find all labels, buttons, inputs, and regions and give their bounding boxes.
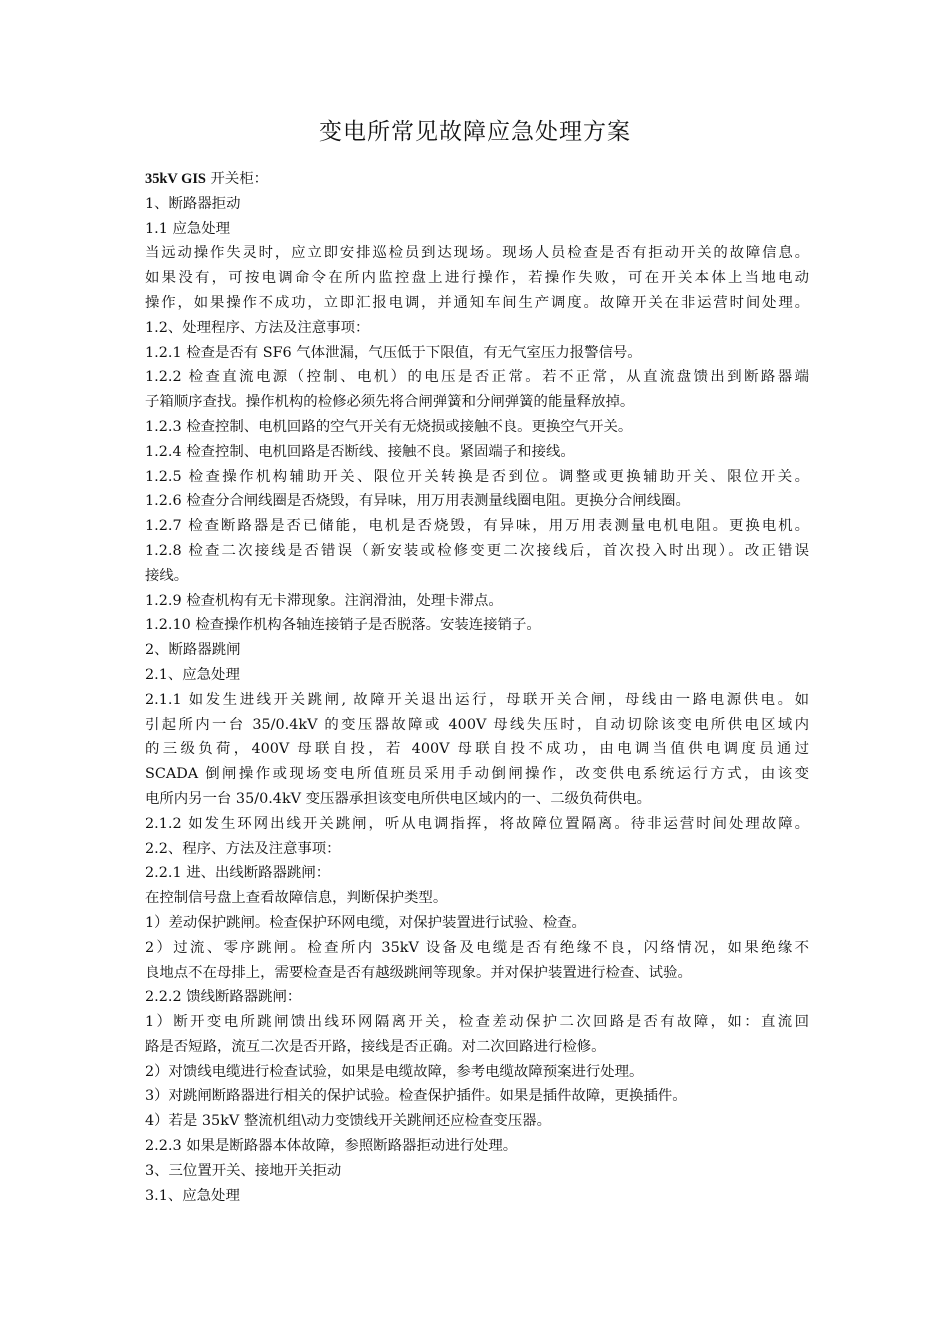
text-lines bbox=[145, 192, 809, 1209]
text-line: 1.2.3 检查控制、电机回路的空气开关有无烧损或接触不良。更换空气开关。 bbox=[145, 418, 633, 435]
text-line: 2.2.1 进、出线断路器跳闸： bbox=[145, 865, 331, 882]
text-line: 1.2、处理程序、方法及注意事项： bbox=[145, 319, 370, 336]
text-line: 2）对馈线电缆进行检查试验，如果是电缆故障，参考电缆故障预案进行处理。 bbox=[145, 1063, 644, 1080]
document-body bbox=[145, 167, 809, 1208]
text-line: 2.2、程序、方法及注意事项： bbox=[145, 840, 341, 857]
text-line: 电所内另一台 35/0.4kV 变压器承担该变电所供电区域内的一、二级负荷供电。 bbox=[145, 790, 652, 807]
text-line: 1.2.7 检查断路器是否已储能，电机是否烧毁，有异味，用万用表测量电机电阻。更换电机。 bbox=[145, 518, 809, 535]
text-line: 1.2.9 检查机构有无卡滞现象。注润滑油，处理卡滞点。 bbox=[145, 592, 503, 609]
text-line: 2.1、应急处理 bbox=[145, 666, 240, 683]
text-line: 接线。 bbox=[145, 567, 189, 584]
text-line: 3.1、应急处理 bbox=[145, 1187, 240, 1204]
text-line: 的三级负荷，400V 母联自投，若 400V 母联自投不成功，由电调当值供电调度员通过 bbox=[145, 741, 809, 758]
text-line: 1、断路器拒动 bbox=[145, 195, 241, 212]
text-line: 1）差动保护跳闸。检查保护环网电缆，对保护装置进行试验、检查。 bbox=[145, 914, 586, 931]
text-line: 2）过流、零序跳闸。检查所内 35kV 设备及电缆是否有绝缘不良，闪络情况，如果绝缘不 bbox=[145, 939, 809, 956]
text-line: 引起所内一台 35/0.4kV 的变压器故障或 400V 母线失压时，自动切除该变电所供电区域内 bbox=[145, 716, 809, 733]
text-line: 3、三位置开关、接地开关拒动 bbox=[145, 1162, 342, 1179]
text-line: 当远动操作失灵时，应立即安排巡检员到达现场。现场人员检查是否有拒动开关的故障信息。 bbox=[145, 245, 809, 262]
text-line: 1.2.2 检查直流电源（控制、电机）的电压是否正常。若不正常，从直流盘馈出到断路器端 bbox=[145, 369, 809, 386]
text-line: 2.2.3 如果是断路器本体故障，参照断路器拒动进行处理。 bbox=[145, 1138, 518, 1155]
text-line: 子箱顺序查找。操作机构的检修必须先将合闸弹簧和分闸弹簧的能量释放掉。 bbox=[145, 394, 635, 411]
text-line: 1.2.5 检查操作机构辅助开关、限位开关转换是否到位。调整或更换辅助开关、限位开关。 bbox=[145, 468, 809, 485]
text-line: 良地点不在母排上，需要检查是否有越级跳闸等现象。并对保护装置进行检查、试验。 bbox=[145, 964, 692, 981]
text-line: 路是否短路，流互二次是否开路，接线是否正确。对二次回路进行检修。 bbox=[145, 1038, 606, 1055]
section-label-rest: 开关柜： bbox=[205, 171, 269, 187]
text-line: 2.1.1 如发生进线开关跳闸, 故障开关退出运行，母联开关合闸，母线由一路电源供电。如 bbox=[145, 691, 809, 708]
text-line: 1.1 应急处理 bbox=[145, 220, 231, 237]
text-line: 1）断开变电所跳闸馈出线环网隔离开关，检查差动保护二次回路是否有故障，如：直流回 bbox=[145, 1014, 809, 1031]
section-label bbox=[145, 167, 809, 192]
text-line: 在控制信号盘上查看故障信息，判断保护类型。 bbox=[145, 890, 448, 907]
text-line: SCADA 倒闸操作或现场变电所值班员采用手动倒闸操作，改变供电系统运行方式，由该变 bbox=[145, 766, 809, 783]
document-title: 变电所常见故障应急处理方案 bbox=[319, 119, 631, 145]
text-line: 1.2.6 检查分合闸线圈是否烧毁，有异味，用万用表测量线圈电阻。更换分合闸线圈。 bbox=[145, 493, 690, 510]
text-line: 2、断路器跳闸 bbox=[145, 642, 241, 659]
text-line: 1.2.4 检查控制、电机回路是否断线、接触不良。紧固端子和接线。 bbox=[145, 443, 575, 460]
section-label-bold: 35kV GIS bbox=[145, 171, 206, 187]
text-line: 1.2.1 检查是否有 SF6 气体泄漏，气压低于下限值，有无气室压力报警信号。 bbox=[145, 344, 642, 361]
text-line: 1.2.8 检查二次接线是否错误（新安装或检修变更二次接线后，首次投入时出现）。改正错误 bbox=[145, 542, 809, 559]
text-line: 2.2.2 馈线断路器跳闸： bbox=[145, 989, 302, 1006]
text-line: 2.1.2 如发生环网出线开关跳闸，听从电调指挥，将故障位置隔离。待非运营时间处理故障。 bbox=[145, 815, 809, 832]
text-line: 如果没有，可按电调命令在所内监控盘上进行操作，若操作失败，可在开关本体上当地电动 bbox=[145, 270, 809, 287]
text-line: 3）对跳闸断路器进行相关的保护试验。检查保护插件。如果是插件故障，更换插件。 bbox=[145, 1088, 687, 1105]
text-line: 4）若是 35kV 整流机组\动力变馈线开关跳闸还应检查变压器。 bbox=[145, 1113, 551, 1130]
text-line: 1.2.10 检查操作机构各轴连接销子是否脱落。安装连接销子。 bbox=[145, 617, 541, 634]
text-line: 操作，如果操作不成功，立即汇报电调，并通知车间生产调度。故障开关在非运营时间处理。 bbox=[145, 294, 809, 311]
